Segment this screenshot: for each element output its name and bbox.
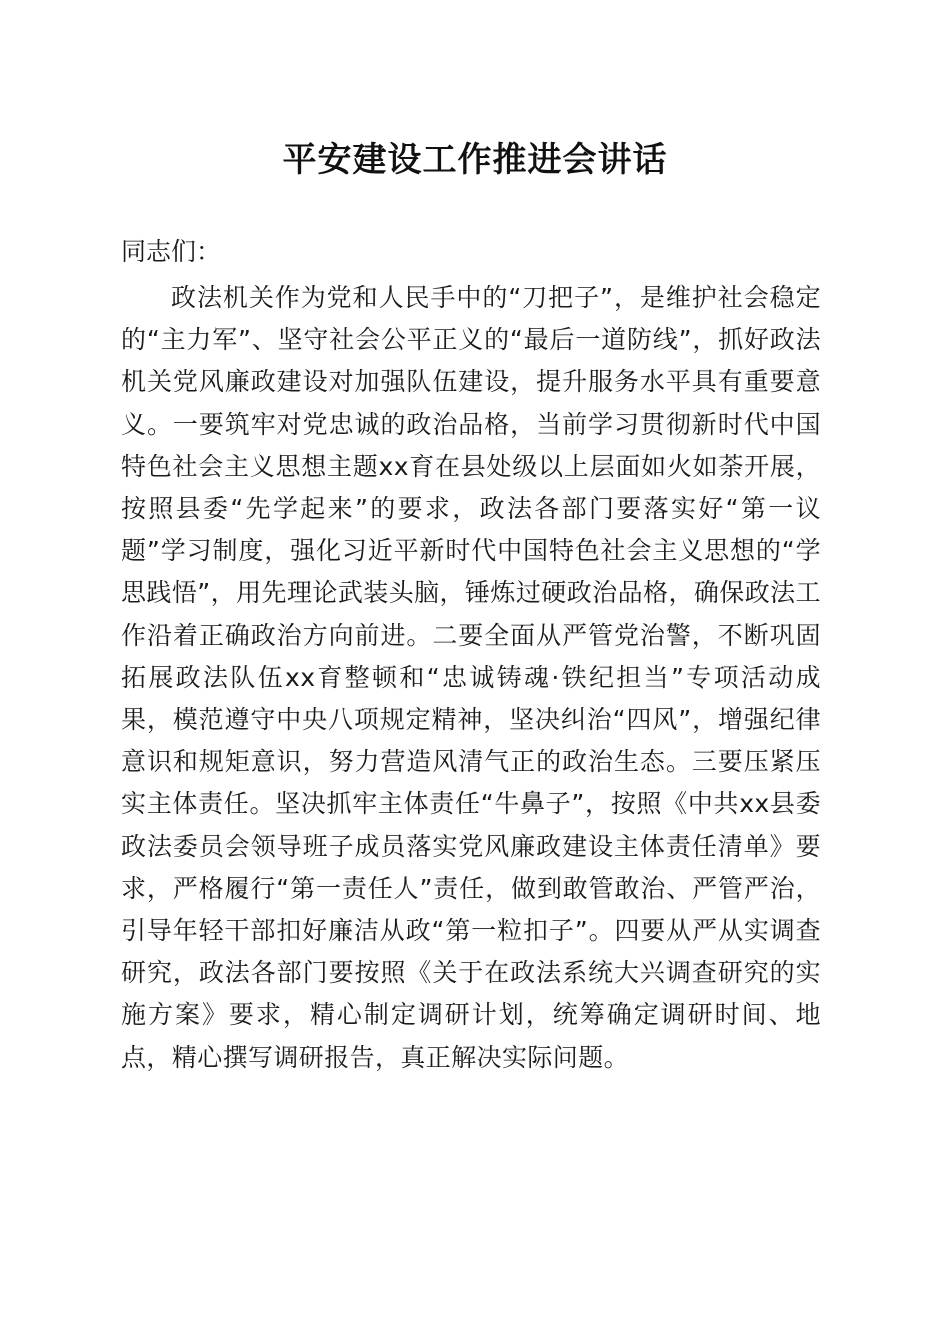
- document-title: 平安建设工作推进会讲话: [282, 140, 668, 180]
- body-paragraph: 政法机关作为党和人民手中的“刀把子”，是维护社会稳定的“主力军”、坚守社会公平正义的“最后一道防线”，抓好政法机关党风廉政建设对加强队伍建设，提升服务水平具有重要意义。一要筑牢对党忠诚的政治品格，当前学习贯彻新时代中国特色社会主义思想主题xx育在县处级以上层面如火如荼开展，按照县委“先学起来”的要求，政法各部门要落实好“第一议题”学习制度，强化习近平新时代中国特色社会主义思想的“学思践悟”，用先理论武装头脑，锤炼过硬政治品格，确保政法工作沿着正确政治方向前进。二要全面从严管党治警，不断巩固拓展政法队伍xx育整顿和“忠诚铸魂·铁纪担当”专项活动成果，模范遵守中央八项规定精神，坚决纠治“四风”，增强纪律意识和规矩意识，努力营造风清气正的政治生态。三要压紧压实主体责任。坚决抓牢主体责任“牛鼻子”，按照《中共xx县委政法委员会领导班子成员落实党风廉政建设主体责任清单》要求，严格履行“第一责任人”责任，做到敢管敢治、严管严治，引导年轻干部扣好廉洁从政“第一粒扣子”。四要从严从实调查研究，政法各部门要按照《关于在政法系统大兴调查研究的实施方案》要求，精心制定调研计划，统筹确定调研时间、地点，精心撰写调研报告，真正解决实际问题。: [121, 283, 821, 1072]
- salutation: 同志们：: [121, 237, 222, 266]
